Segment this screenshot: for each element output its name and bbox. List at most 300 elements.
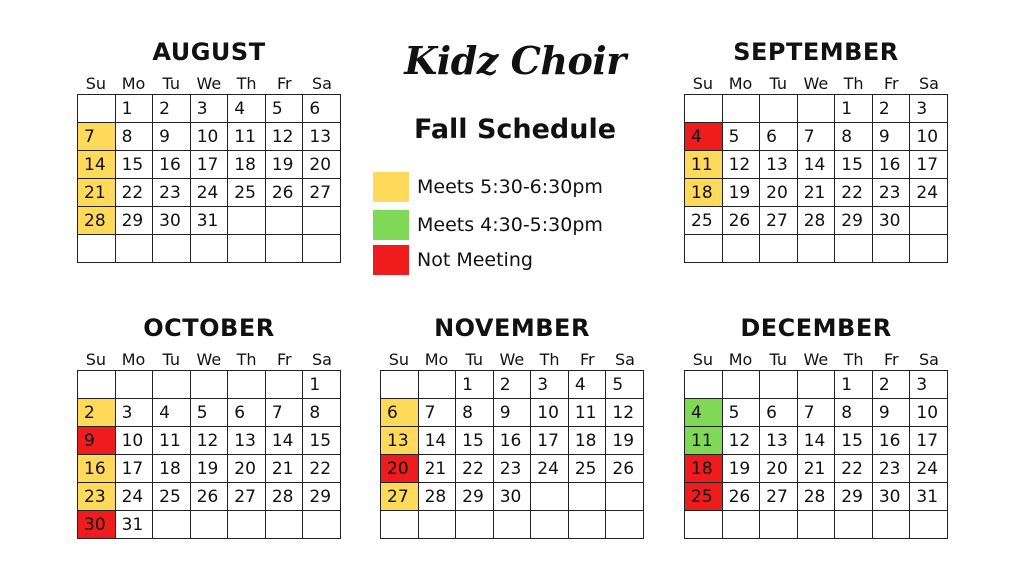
day-cell: 1 xyxy=(835,95,873,123)
empty-day-cell xyxy=(685,95,723,123)
day-cell: 14 xyxy=(418,427,456,455)
day-cell: 21 xyxy=(797,455,835,483)
day-cell: 6 xyxy=(760,399,798,427)
day-cell: 28 xyxy=(418,483,456,511)
empty-day-cell xyxy=(685,511,723,539)
empty-day-cell xyxy=(228,371,266,399)
day-cell: 13 xyxy=(303,123,341,151)
weekday-label: Mo xyxy=(424,350,449,369)
day-cell: 26 xyxy=(722,483,760,511)
empty-day-cell xyxy=(760,371,798,399)
day-cell: 30 xyxy=(493,483,531,511)
day-cell: 20 xyxy=(228,455,266,483)
empty-day-cell xyxy=(606,511,644,539)
day-cell: 7 xyxy=(797,123,835,151)
day-cell: 22 xyxy=(303,455,341,483)
empty-day-cell xyxy=(78,95,116,123)
day-cell: 8 xyxy=(835,123,873,151)
day-cell: 10 xyxy=(531,399,569,427)
empty-day-cell xyxy=(760,511,798,539)
day-cell: 15 xyxy=(835,427,873,455)
month-title: SEPTEMBER xyxy=(733,38,899,66)
empty-day-cell xyxy=(797,511,835,539)
day-cell: 14 xyxy=(265,427,303,455)
day-cell: 1 xyxy=(303,371,341,399)
day-cell: 24 xyxy=(910,179,948,207)
day-cell: 5 xyxy=(606,371,644,399)
day-cell: 30 xyxy=(872,207,910,235)
day-cell: 12 xyxy=(722,427,760,455)
empty-day-cell xyxy=(418,371,456,399)
weekday-label: Sa xyxy=(311,350,332,369)
month-title: DECEMBER xyxy=(740,314,892,342)
legend-swatch xyxy=(373,245,409,275)
day-cell: 7 xyxy=(265,399,303,427)
calendar-week-row xyxy=(78,399,341,427)
day-cell: 30 xyxy=(153,207,191,235)
day-cell: 20 xyxy=(760,455,798,483)
calendar-week-row xyxy=(78,427,341,455)
day-cell: 17 xyxy=(115,455,153,483)
weekday-label: Mo xyxy=(728,74,753,93)
day-cell: 15 xyxy=(456,427,494,455)
empty-day-cell xyxy=(228,235,266,263)
calendar-week-row xyxy=(78,235,341,263)
day-cell: 20 xyxy=(303,151,341,179)
day-cell: 20 xyxy=(381,455,419,483)
calendar-week-row xyxy=(78,511,341,539)
day-cell: 17 xyxy=(190,151,228,179)
empty-day-cell xyxy=(760,95,798,123)
day-cell: 4 xyxy=(228,95,266,123)
day-cell: 18 xyxy=(228,151,266,179)
day-cell: 8 xyxy=(303,399,341,427)
empty-day-cell xyxy=(797,95,835,123)
day-cell: 16 xyxy=(78,455,116,483)
day-cell: 21 xyxy=(797,179,835,207)
empty-day-cell xyxy=(153,511,191,539)
empty-day-cell xyxy=(153,371,191,399)
weekday-label: Tu xyxy=(769,350,787,369)
day-cell: 8 xyxy=(115,123,153,151)
weekday-header xyxy=(684,350,948,369)
day-cell: 17 xyxy=(910,427,948,455)
day-cell: 13 xyxy=(760,427,798,455)
empty-day-cell xyxy=(456,511,494,539)
day-cell: 17 xyxy=(910,151,948,179)
day-cell: 6 xyxy=(228,399,266,427)
weekday-label: Th xyxy=(843,350,864,369)
day-cell: 22 xyxy=(835,179,873,207)
day-cell: 29 xyxy=(115,207,153,235)
day-cell: 4 xyxy=(568,371,606,399)
weekday-label: Mo xyxy=(728,350,753,369)
calendar-week-row xyxy=(685,123,948,151)
day-cell: 25 xyxy=(568,455,606,483)
day-cell: 16 xyxy=(872,151,910,179)
month-title: OCTOBER xyxy=(143,314,275,342)
day-cell: 16 xyxy=(493,427,531,455)
weekday-label: Sa xyxy=(918,74,939,93)
day-cell: 13 xyxy=(228,427,266,455)
empty-day-cell xyxy=(722,371,760,399)
legend-item-yellow xyxy=(373,172,603,202)
legend-item-red xyxy=(373,245,533,275)
day-cell: 23 xyxy=(153,179,191,207)
legend-item-green xyxy=(373,210,603,240)
day-cell: 7 xyxy=(418,399,456,427)
day-cell: 9 xyxy=(78,427,116,455)
day-cell: 19 xyxy=(265,151,303,179)
day-cell: 13 xyxy=(381,427,419,455)
weekday-header xyxy=(77,350,341,369)
calendar-week-row xyxy=(685,455,948,483)
calendar-week-row xyxy=(381,427,644,455)
legend-label: Meets 5:30-6:30pm xyxy=(417,176,603,198)
day-cell: 6 xyxy=(303,95,341,123)
day-cell: 26 xyxy=(265,179,303,207)
day-cell: 9 xyxy=(493,399,531,427)
calendar-week-row xyxy=(685,511,948,539)
empty-day-cell xyxy=(303,235,341,263)
day-cell: 21 xyxy=(418,455,456,483)
day-cell: 7 xyxy=(78,123,116,151)
weekday-label: We xyxy=(196,74,222,93)
day-cell: 3 xyxy=(531,371,569,399)
day-cell: 2 xyxy=(872,95,910,123)
calendar-grid xyxy=(380,370,644,539)
day-cell: 23 xyxy=(872,179,910,207)
day-cell: 30 xyxy=(78,511,116,539)
day-cell: 18 xyxy=(685,179,723,207)
day-cell: 4 xyxy=(153,399,191,427)
day-cell: 27 xyxy=(381,483,419,511)
day-cell: 15 xyxy=(303,427,341,455)
weekday-label: Tu xyxy=(162,350,180,369)
day-cell: 29 xyxy=(835,207,873,235)
weekday-label: Mo xyxy=(121,74,146,93)
day-cell: 5 xyxy=(265,95,303,123)
empty-day-cell xyxy=(493,511,531,539)
day-cell: 9 xyxy=(872,123,910,151)
empty-day-cell xyxy=(685,235,723,263)
day-cell: 8 xyxy=(835,399,873,427)
empty-day-cell xyxy=(760,235,798,263)
empty-day-cell xyxy=(910,235,948,263)
day-cell: 30 xyxy=(872,483,910,511)
empty-day-cell xyxy=(265,371,303,399)
day-cell: 29 xyxy=(835,483,873,511)
day-cell: 27 xyxy=(760,483,798,511)
calendar-week-row xyxy=(78,123,341,151)
day-cell: 20 xyxy=(760,179,798,207)
day-cell: 18 xyxy=(153,455,191,483)
day-cell: 18 xyxy=(685,455,723,483)
day-cell: 2 xyxy=(493,371,531,399)
empty-day-cell xyxy=(190,511,228,539)
calendar-week-row xyxy=(685,483,948,511)
day-cell: 23 xyxy=(872,455,910,483)
day-cell: 5 xyxy=(190,399,228,427)
day-cell: 11 xyxy=(568,399,606,427)
day-cell: 27 xyxy=(303,179,341,207)
day-cell: 1 xyxy=(456,371,494,399)
day-cell: 6 xyxy=(760,123,798,151)
day-cell: 28 xyxy=(265,483,303,511)
day-cell: 5 xyxy=(722,123,760,151)
day-cell: 24 xyxy=(531,455,569,483)
day-cell: 4 xyxy=(685,123,723,151)
legend-label: Meets 4:30-5:30pm xyxy=(417,214,603,236)
empty-day-cell xyxy=(835,511,873,539)
day-cell: 19 xyxy=(722,455,760,483)
weekday-label: Su xyxy=(85,74,106,93)
day-cell: 2 xyxy=(872,371,910,399)
day-cell: 24 xyxy=(190,179,228,207)
day-cell: 27 xyxy=(228,483,266,511)
empty-day-cell xyxy=(722,235,760,263)
empty-day-cell xyxy=(910,511,948,539)
day-cell: 6 xyxy=(381,399,419,427)
day-cell: 22 xyxy=(456,455,494,483)
calendar-grid xyxy=(77,94,341,263)
day-cell: 24 xyxy=(115,483,153,511)
empty-day-cell xyxy=(265,511,303,539)
weekday-header xyxy=(77,74,341,93)
day-cell: 23 xyxy=(493,455,531,483)
empty-day-cell xyxy=(153,235,191,263)
day-cell: 3 xyxy=(910,95,948,123)
weekday-label: Fr xyxy=(276,74,292,93)
weekday-label: Tu xyxy=(769,74,787,93)
day-cell: 21 xyxy=(265,455,303,483)
calendar-week-row xyxy=(78,455,341,483)
empty-day-cell xyxy=(531,483,569,511)
empty-day-cell xyxy=(190,235,228,263)
empty-day-cell xyxy=(531,511,569,539)
empty-day-cell xyxy=(910,207,948,235)
weekday-label: Su xyxy=(388,350,409,369)
day-cell: 16 xyxy=(872,427,910,455)
empty-day-cell xyxy=(115,371,153,399)
calendar-week-row xyxy=(381,455,644,483)
day-cell: 14 xyxy=(797,151,835,179)
day-cell: 14 xyxy=(78,151,116,179)
day-cell: 11 xyxy=(153,427,191,455)
day-cell: 2 xyxy=(153,95,191,123)
day-cell: 26 xyxy=(190,483,228,511)
day-cell: 28 xyxy=(797,483,835,511)
day-cell: 28 xyxy=(797,207,835,235)
calendar-week-row xyxy=(78,151,341,179)
calendar-week-row xyxy=(78,179,341,207)
weekday-label: Tu xyxy=(465,350,483,369)
weekday-label: Su xyxy=(692,74,713,93)
day-cell: 17 xyxy=(531,427,569,455)
weekday-label: We xyxy=(196,350,222,369)
empty-day-cell xyxy=(228,207,266,235)
day-cell: 7 xyxy=(797,399,835,427)
calendar-week-row xyxy=(685,399,948,427)
calendar-week-row xyxy=(78,483,341,511)
day-cell: 26 xyxy=(722,207,760,235)
legend-swatch xyxy=(373,210,409,240)
day-cell: 1 xyxy=(835,371,873,399)
weekday-label: Fr xyxy=(276,350,292,369)
empty-day-cell xyxy=(797,235,835,263)
day-cell: 19 xyxy=(722,179,760,207)
weekday-label: Sa xyxy=(311,74,332,93)
calendar-week-row xyxy=(78,207,341,235)
day-cell: 3 xyxy=(115,399,153,427)
day-cell: 31 xyxy=(910,483,948,511)
day-cell: 10 xyxy=(910,399,948,427)
calendar-week-row xyxy=(685,427,948,455)
calendar-week-row xyxy=(685,235,948,263)
calendar-week-row xyxy=(381,511,644,539)
day-cell: 19 xyxy=(190,455,228,483)
weekday-label: Sa xyxy=(614,350,635,369)
day-cell: 29 xyxy=(456,483,494,511)
empty-day-cell xyxy=(797,371,835,399)
day-cell: 23 xyxy=(78,483,116,511)
empty-day-cell xyxy=(303,511,341,539)
calendar-week-row xyxy=(685,151,948,179)
calendar-week-row xyxy=(78,371,341,399)
day-cell: 16 xyxy=(153,151,191,179)
day-cell: 26 xyxy=(606,455,644,483)
weekday-label: Th xyxy=(236,74,257,93)
day-cell: 13 xyxy=(760,151,798,179)
empty-day-cell xyxy=(722,95,760,123)
day-cell: 10 xyxy=(115,427,153,455)
empty-day-cell xyxy=(835,235,873,263)
empty-day-cell xyxy=(872,511,910,539)
empty-day-cell xyxy=(606,483,644,511)
page-subtitle: Fall Schedule xyxy=(413,114,617,145)
empty-day-cell xyxy=(303,207,341,235)
weekday-label: Sa xyxy=(918,350,939,369)
empty-day-cell xyxy=(190,371,228,399)
day-cell: 25 xyxy=(228,179,266,207)
empty-day-cell xyxy=(228,511,266,539)
day-cell: 14 xyxy=(797,427,835,455)
day-cell: 2 xyxy=(78,399,116,427)
day-cell: 31 xyxy=(190,207,228,235)
day-cell: 3 xyxy=(190,95,228,123)
day-cell: 9 xyxy=(153,123,191,151)
empty-day-cell xyxy=(568,511,606,539)
day-cell: 1 xyxy=(115,95,153,123)
weekday-label: Su xyxy=(85,350,106,369)
day-cell: 28 xyxy=(78,207,116,235)
empty-day-cell xyxy=(265,207,303,235)
day-cell: 22 xyxy=(835,455,873,483)
day-cell: 21 xyxy=(78,179,116,207)
day-cell: 29 xyxy=(303,483,341,511)
empty-day-cell xyxy=(78,371,116,399)
weekday-label: We xyxy=(499,350,525,369)
empty-day-cell xyxy=(115,235,153,263)
day-cell: 11 xyxy=(228,123,266,151)
weekday-label: Su xyxy=(692,350,713,369)
weekday-label: We xyxy=(803,74,829,93)
day-cell: 27 xyxy=(760,207,798,235)
day-cell: 22 xyxy=(115,179,153,207)
calendar-week-row xyxy=(78,95,341,123)
weekday-label: Fr xyxy=(883,350,899,369)
day-cell: 18 xyxy=(568,427,606,455)
legend-swatch xyxy=(373,172,409,202)
calendar-grid xyxy=(684,370,948,539)
weekday-label: Fr xyxy=(883,74,899,93)
day-cell: 10 xyxy=(190,123,228,151)
calendar-week-row xyxy=(381,399,644,427)
empty-day-cell xyxy=(78,235,116,263)
day-cell: 5 xyxy=(722,399,760,427)
day-cell: 31 xyxy=(115,511,153,539)
empty-day-cell xyxy=(568,483,606,511)
day-cell: 24 xyxy=(910,455,948,483)
weekday-label: Tu xyxy=(162,74,180,93)
day-cell: 11 xyxy=(685,151,723,179)
day-cell: 25 xyxy=(685,483,723,511)
day-cell: 12 xyxy=(190,427,228,455)
day-cell: 25 xyxy=(685,207,723,235)
weekday-label: Fr xyxy=(579,350,595,369)
calendar-week-row xyxy=(685,371,948,399)
day-cell: 15 xyxy=(115,151,153,179)
empty-day-cell xyxy=(381,511,419,539)
weekday-label: Th xyxy=(236,350,257,369)
legend-label: Not Meeting xyxy=(417,249,533,271)
weekday-label: Th xyxy=(539,350,560,369)
day-cell: 8 xyxy=(456,399,494,427)
calendar-week-row xyxy=(685,207,948,235)
calendar-grid xyxy=(684,94,948,263)
empty-day-cell xyxy=(872,235,910,263)
day-cell: 3 xyxy=(910,371,948,399)
weekday-header xyxy=(380,350,644,369)
weekday-header xyxy=(684,74,948,93)
day-cell: 12 xyxy=(606,399,644,427)
empty-day-cell xyxy=(265,235,303,263)
month-title: AUGUST xyxy=(152,38,266,66)
weekday-label: Mo xyxy=(121,350,146,369)
day-cell: 12 xyxy=(265,123,303,151)
day-cell: 12 xyxy=(722,151,760,179)
empty-day-cell xyxy=(418,511,456,539)
day-cell: 15 xyxy=(835,151,873,179)
month-title: NOVEMBER xyxy=(434,314,590,342)
weekday-label: Th xyxy=(843,74,864,93)
calendar-week-row xyxy=(381,483,644,511)
calendar-week-row xyxy=(685,95,948,123)
day-cell: 19 xyxy=(606,427,644,455)
weekday-label: We xyxy=(803,350,829,369)
calendar-week-row xyxy=(685,179,948,207)
day-cell: 10 xyxy=(910,123,948,151)
empty-day-cell xyxy=(381,371,419,399)
day-cell: 11 xyxy=(685,427,723,455)
day-cell: 4 xyxy=(685,399,723,427)
empty-day-cell xyxy=(722,511,760,539)
calendar-grid xyxy=(77,370,341,539)
day-cell: 25 xyxy=(153,483,191,511)
day-cell: 9 xyxy=(872,399,910,427)
calendar-week-row xyxy=(381,371,644,399)
empty-day-cell xyxy=(685,371,723,399)
